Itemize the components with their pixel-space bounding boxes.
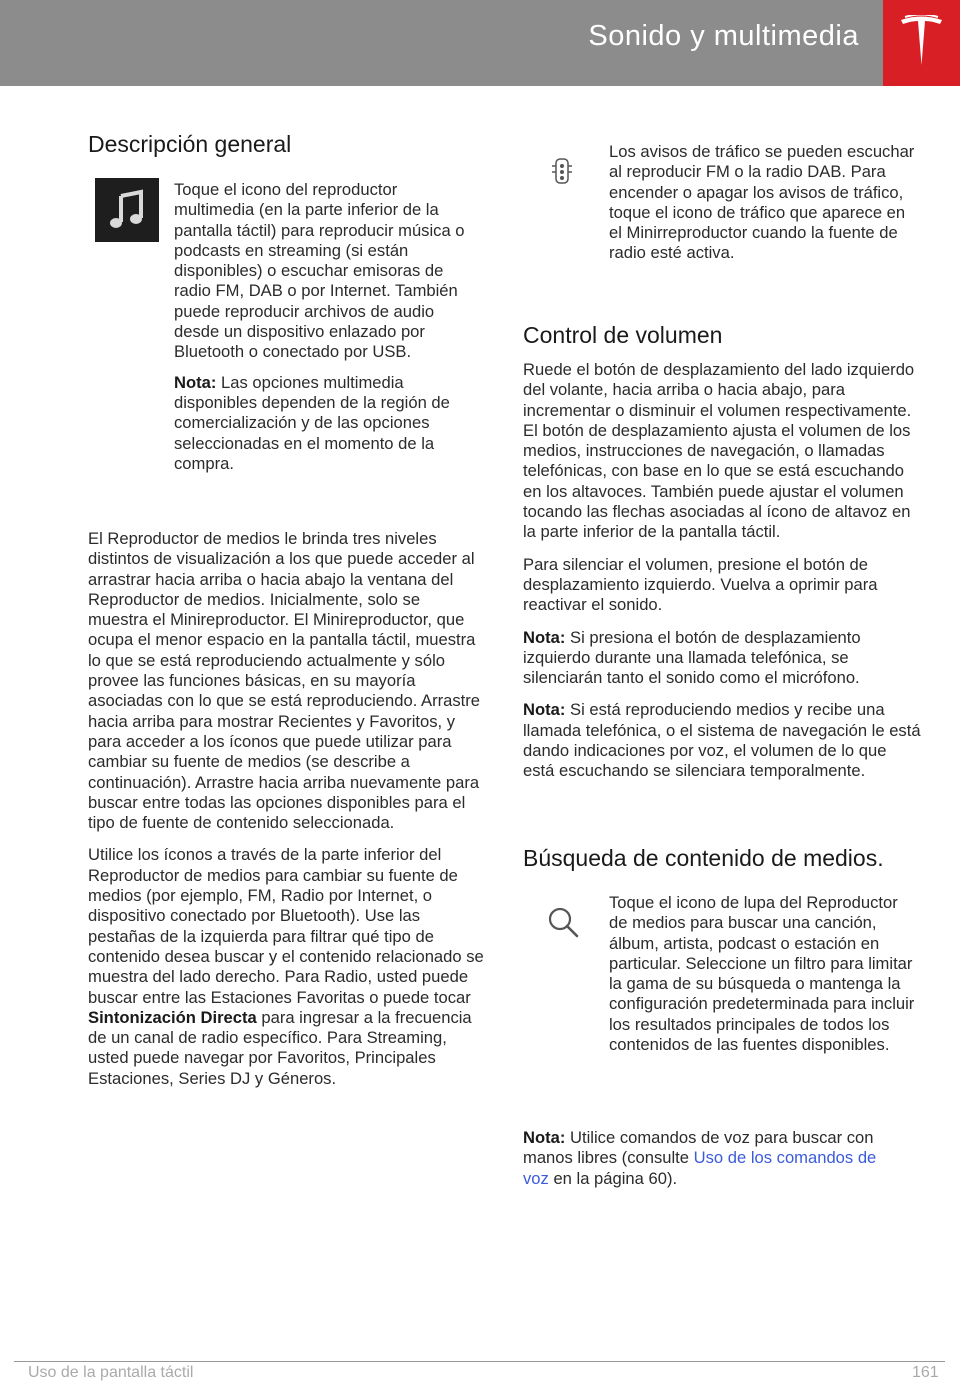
volume-paragraph-1: Ruede el botón de desplazamiento del lado izquierdo del volante, hacia arriba o hacia abajo, para incrementar o disminuir el volumen respectivamente. El botón de desplazamiento ajusta el volumen de los medios, instrucciones de navegación, o llamadas telefónicas, con base en lo que se está escuchando en los altavoces. También puede ajustar el volumen tocando las flechas asociadas al ícono de altavoz en la parte inferior de la pantalla táctil. (523, 360, 915, 542)
heading-search: Búsqueda de contenido de medios. (523, 845, 884, 871)
volume-note-2-text: Si está reproduciendo medios y recibe una llamada telefónica, o el sistema de navegación le está dando indicaciones por voz, el volumen de lo que está escuchando se silenciara temporalmente. (523, 700, 921, 781)
left-paragraph-1: El Reproductor de medios le brinda tres niveles distintos de visualización a los que puede acceder al arrastrar hacia arriba o hacia abajo la ventana del Reproductor de medios. Inicialmente, solo se muestra el Minireproductor. El Minireproductor, que ocupa el menor espacio en la pantalla táctil, muestra lo que se está reproduciendo actualmente y sólo provee las funciones básicas, en su mayoría asociadas con lo que se está reproduciendo. Arrastre hacia arriba para mostrar Recientes y Favoritos, y para acceder a los íconos que puede utilizar para cambiar su fuente de medios (se describe a continuación). Arrastre hacia arriba nuevamente para buscar entre todas las opciones disponibles para el tipo de fuente de contenido seleccionada. (88, 529, 481, 833)
volume-body (523, 360, 921, 794)
note-label: Nota: (523, 700, 566, 720)
left-body (88, 529, 484, 1101)
magnifier-icon (546, 905, 580, 939)
page-number: 161 (912, 1364, 939, 1381)
traffic-icon-box (549, 157, 575, 190)
para2-end: para ingresar a la frecuencia de un canal de radio específico. Para Streaming, usted puede navegar por Favoritos, Principales Estaciones, Series DJ y Géneros. (88, 1007, 472, 1088)
volume-note-1 (523, 628, 921, 689)
direct-tuning-label: Sintonización Directa (88, 1007, 257, 1027)
search-note-start: Utilice comandos de voz para buscar con manos libres (consulte (523, 1128, 874, 1168)
volume-note-2 (523, 700, 921, 781)
note-label: Nota: (523, 627, 566, 647)
traffic-text: Los avisos de tráfico se pueden escuchar al reproducir FM o la radio DAB. Para encender o apagar los avisos de tráfico, toque el icono de tráfico que aparece en el Minirreproductor cuando la fuente de radio esté activa. (609, 142, 915, 263)
music-note-icon (95, 178, 159, 242)
note-label: Nota: (523, 1128, 566, 1147)
heading-volume: Control de volumen (523, 322, 723, 348)
footer-section: Uso de la pantalla táctil (28, 1364, 194, 1381)
volume-paragraph-2: Para silenciar el volumen, presione el botón de desplazamiento izquierdo. Vuelva a oprimir para reactivar el sonido. (523, 554, 878, 615)
heading-overview: Descripción general (88, 131, 292, 157)
search-note (523, 1128, 903, 1201)
page-header (0, 0, 883, 86)
note-label: Nota: (174, 372, 217, 392)
traffic-description (609, 142, 919, 274)
tesla-logo-icon (899, 15, 944, 70)
left-paragraph-2 (88, 845, 484, 1089)
volume-note-1-text: Si presiona el botón de desplazamiento izquierdo durante una llamada telefónica, se silenciarán tanto el sonido como el micrófono. (523, 627, 861, 688)
para2-start: Utilice los íconos a través de la parte inferior del Reproductor de medios para cambiar su fuente de medios (por ejemplo, FM, Radio por Internet, o dispositivo conectado por Bluetooth). Use las pestañas de la izquierda para filtrar qué tipo de contenido desea buscar y el contenido relacionado se muestra del lado derecho. Para Radio, usted puede buscar entre las Estaciones Favoritas o puede tocar (88, 845, 484, 1007)
search-note-end: en la página 60). (553, 1168, 678, 1188)
brand-logo (883, 0, 960, 86)
search-icon-box (546, 905, 580, 944)
media-player-description (174, 180, 480, 484)
footer-divider (14, 1361, 945, 1362)
search-note-paragraph (523, 1128, 903, 1189)
header-title: Sonido y multimedia (588, 20, 859, 52)
traffic-light-icon (549, 157, 575, 185)
voice-commands-link[interactable]: Uso de los comandos de voz (523, 1148, 877, 1188)
intro-note (174, 373, 480, 474)
search-text: Toque el icono de lupa del Reproductor de medios para buscar una canción, álbum, artista, podcast o estación en particular. Seleccione un filtro para limitar la gama de su búsqueda o mantenga la configuración predeterminada para incluir los resultados principales de todos los contenidos de las fuentes disponibles. (609, 893, 915, 1055)
search-description (609, 893, 919, 1065)
intro-note-text: Las opciones multimedia disponibles dependen de la región de comercialización y de las opciones seleccionadas en el momento de la compra. (174, 372, 450, 473)
intro-paragraph: Toque el icono del reproductor multimedia (en la parte inferior de la pantalla táctil) para reproducir música o podcasts en streaming (si están disponibles) o escuchar emisoras de radio FM, DAB o por Internet. También puede reproducir archivos de audio desde un dispositivo enlazado por Bluetooth o conectado por USB. (174, 180, 465, 362)
media-player-icon-box (95, 178, 159, 242)
